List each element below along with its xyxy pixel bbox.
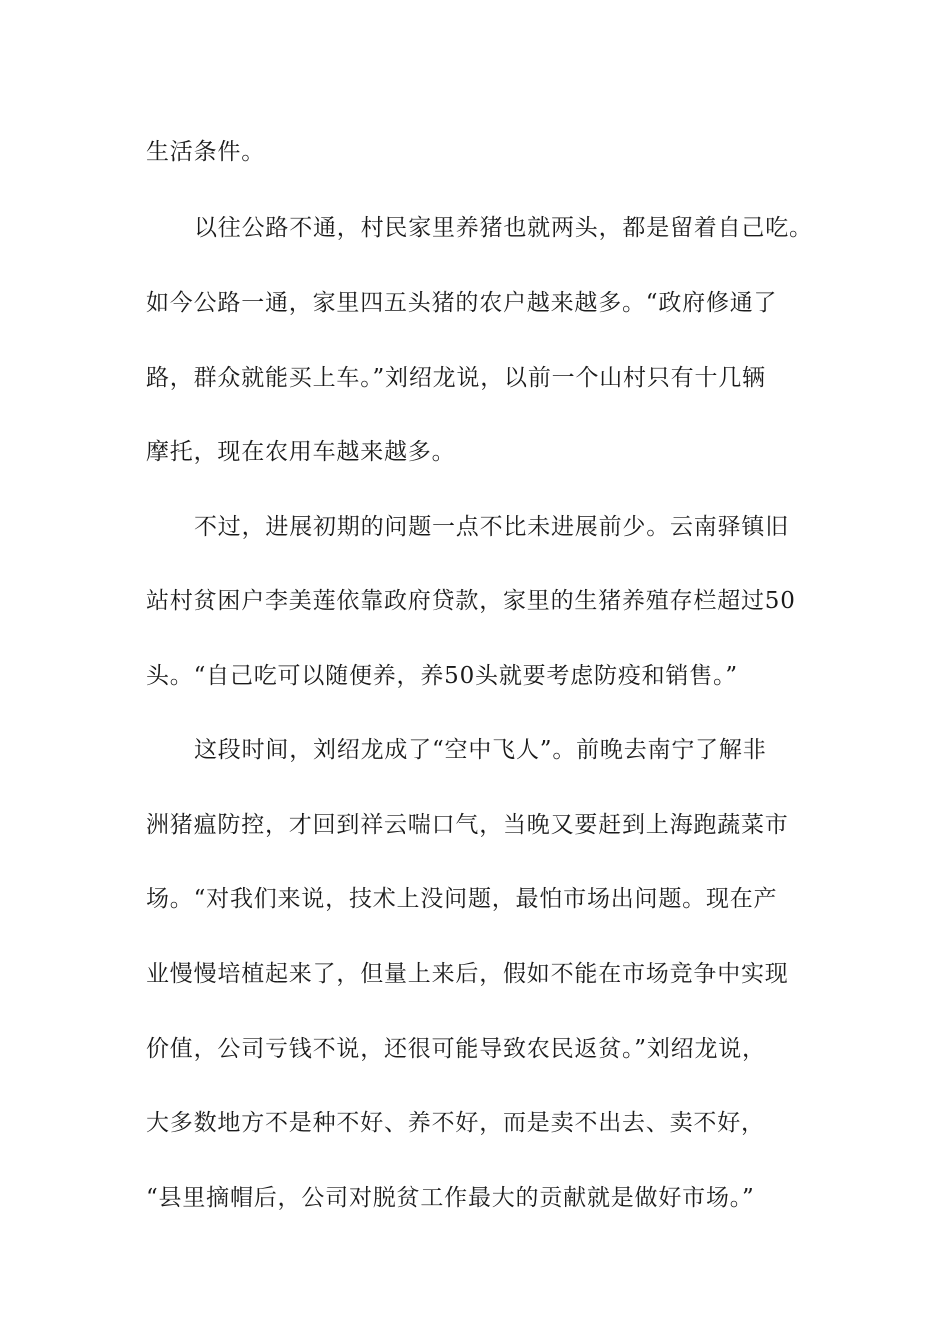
text-line: 大多数地方不是种不好、养不好，而是卖不出去、卖不好， xyxy=(146,1110,765,1136)
text-line: 洲猪瘟防控，才回到祥云喘口气，当晚又要赶到上海跑蔬菜市 xyxy=(146,812,789,838)
text-line: 价值，公司亏钱不说，还很可能导致农民返贫。”刘绍龙说， xyxy=(146,1036,766,1062)
paragraph-first-line: 这段时间，刘绍龙成了“空中飞人”。前晚去南宁了解非 xyxy=(194,737,767,763)
text-line: “县里摘帽后，公司对脱贫工作最大的贡献就是做好市场。” xyxy=(146,1185,755,1211)
text-line: 业慢慢培植起来了，但量上来后，假如不能在市场竞争中实现 xyxy=(146,961,789,987)
text-line: 头。“自己吃可以随便养，养50头就要考虑防疫和销售。” xyxy=(146,663,738,689)
text-line: 站村贫困户李美莲依靠政府贷款，家里的生猪养殖存栏超过50 xyxy=(146,588,796,614)
text-line: 如今公路一通，家里四五头猪的农户越来越多。“政府修通了 xyxy=(146,290,778,316)
text-line: 摩托，现在农用车越来越多。 xyxy=(146,439,456,465)
text-line: 生活条件。 xyxy=(146,139,265,165)
text-line: 场。“对我们来说，技术上没问题，最怕市场出问题。现在产 xyxy=(146,886,778,912)
text-line: 路，群众就能买上车。”刘绍龙说，以前一个山村只有十几辆 xyxy=(146,365,766,391)
paragraph-first-line: 不过，进展初期的问题一点不比未进展前少。云南驿镇旧 xyxy=(194,514,789,540)
paragraph-first-line: 以往公路不通，村民家里养猪也就两头，都是留着自己吃。 xyxy=(194,215,813,241)
